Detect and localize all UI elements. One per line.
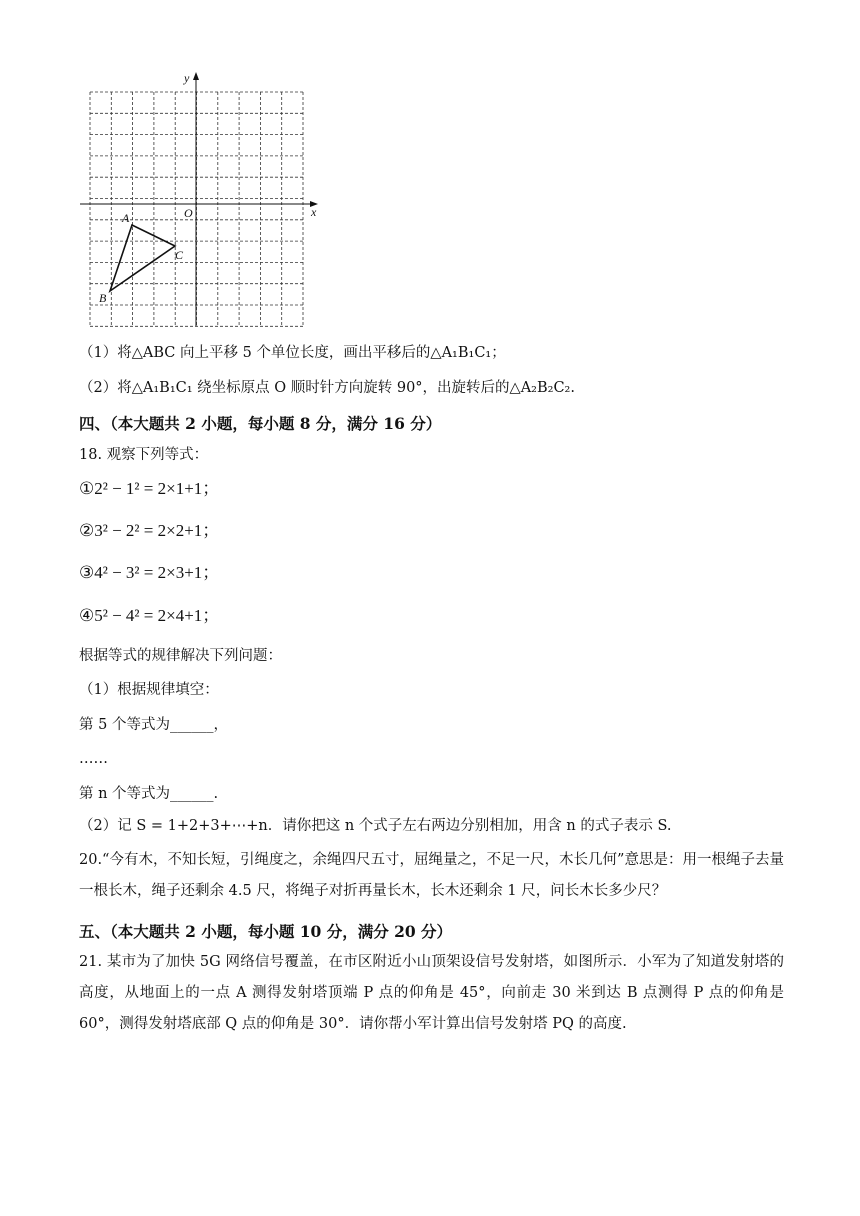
q21-text: 21. 某市为了加快 5G 网络信号覆盖，在市区附近小山顶架设信号发射塔，如图所示．小军为了知道发射塔的高度，从地面上的一点 A 测得发射塔顶端 P 点的仰角是 45°，向前走 30 米到达 B 点测得 P 点的仰角是 60°，测得发射塔底部 Q 点的仰角是 30°．请你帮小军计算出信号发射塔 PQ 的高度. bbox=[79, 954, 784, 1032]
point-c-label: C bbox=[175, 248, 184, 262]
q18-part2: （2）记 S = 1+2+3+⋯+n．请你把这 n 个式子左右两边分别相加，用含 n 的式子表示 S. bbox=[79, 818, 672, 834]
coordinate-grid-figure bbox=[78, 70, 328, 332]
section4-title: 四、（本大题共 2 小题，每小题 8 分，满分 16 分） bbox=[79, 414, 442, 433]
point-b-label: B bbox=[99, 291, 107, 305]
q18-nth-equation-blank: 第 n 个等式为______. bbox=[79, 786, 219, 802]
q18-intro: 18. 观察下列等式： bbox=[79, 447, 209, 463]
y-axis-arrow bbox=[193, 72, 199, 80]
q18-equation-3: ③4² − 3² = 2×3+1； bbox=[79, 563, 220, 582]
q18-equation-1: ①2² − 1² = 2×1+1； bbox=[79, 479, 220, 498]
x-axis-label: x bbox=[311, 205, 317, 219]
q18-fifth-equation-blank: 第 5 个等式为______， bbox=[79, 717, 228, 733]
q18-part1: （1）根据规律填空： bbox=[79, 682, 219, 698]
point-a-label: A bbox=[122, 211, 130, 225]
origin-label: O bbox=[184, 206, 193, 220]
q18-instruction: 根据等式的规律解决下列问题： bbox=[79, 648, 282, 664]
q18-equation-2: ②3² − 2² = 2×2+1； bbox=[79, 521, 220, 540]
q20-text: 20.“今有木，不知长短，引绳度之，余绳四尺五寸，屈绳量之，不足一尺，木长几何”意思是：用一根绳子去量一根长木，绳子还剩余 4.5 尺，将绳子对折再量长木，长木还剩余 1 尺，问长木长多少尺？ bbox=[79, 852, 784, 899]
y-axis-label: y bbox=[184, 71, 190, 85]
q17-part1: （1）将△ABC 向上平移 5 个单位长度，画出平移后的△A₁B₁C₁； bbox=[79, 345, 506, 361]
q18-equation-4: ④5² − 4² = 2×4+1； bbox=[79, 606, 220, 625]
q18-ellipsis: …… bbox=[79, 751, 108, 767]
section5-title: 五、（本大题共 2 小题，每小题 10 分，满分 20 分） bbox=[79, 922, 453, 941]
triangle-abc bbox=[110, 225, 175, 291]
q17-part2: （2）将△A₁B₁C₁ 绕坐标原点 O 顺时针方向旋转 90°，出旋转后的△A₂B₂C₂. bbox=[79, 380, 575, 396]
